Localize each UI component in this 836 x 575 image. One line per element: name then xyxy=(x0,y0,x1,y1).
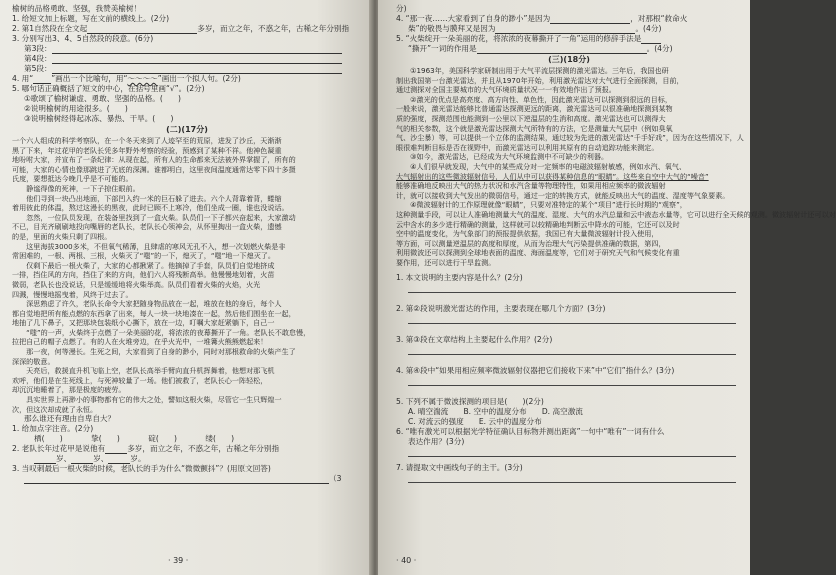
passage-line: 气、沙尘暴）等，可以提供一个立体的监测结果，通过较为先进的激光雷达“千手好戏”，因为在这些情况下，人 xyxy=(396,133,744,143)
question-3: 3. 分别写出3、4、5自然段的段意。(6分) xyxy=(12,34,154,43)
passage-2 xyxy=(12,136,362,414)
passage-line: 拉把自己的帽子点燃了。有的人在火堆旁边，在乎火光中，一堆篝火熊熊燃起来！ xyxy=(12,337,268,347)
question-2-2: 2. 老队长年过花甲是说他有 多岁，而立之年，不惑之年，古稀之年分别指 xyxy=(12,444,280,454)
question-3-7: 7. 请提取文中画线句子的主干。(3分) xyxy=(396,463,523,473)
passage-line: 不已，目光齐刷刷地投向嘴唇的老队长，老队长心领神会，从怀里掏出一盒火柴，遗憾 xyxy=(12,222,282,232)
passage-line: 欢呼，他们是在生死线上，与死神较量了一场。他们被救了，老队长心一阵轻松， xyxy=(12,375,268,385)
passage-line: 计，就可以接收到大气发出的微弱信号，通过一定的转换方式，就能反映出大气的温度、湿度等气象要素。 xyxy=(396,190,730,200)
question-4: 4. 用“ ”画出一个比喻句，用“～～～～”画出一个拟人句。(2分) xyxy=(12,74,241,83)
passage-line: 着用彼此的体温，熬过这漫长的黑夜，此时已顾不上寒冷，他们坐成一圈，谁也没说话。 xyxy=(12,203,289,213)
answer-line xyxy=(408,345,736,355)
section-2-heading: (二)(17分) xyxy=(166,125,208,134)
passage-line: 四溅，慢慢地摇曳着，风终于过去了。 xyxy=(12,289,133,299)
passage-line: 黑了下来，年过花甲的老队长凭多年野外考察的经验，预感到了某种不祥。他神色凝重 xyxy=(12,145,282,155)
options-row-1: A. 晴空湍流 B. 空中的温度分布 D. 高空激流 xyxy=(408,407,583,417)
closing-line: 榆树的品格勇敢、坚强，我赞美榆树！ xyxy=(12,4,142,13)
passage-line: 气的相关参数，这个就是激光雷达探测大气所特有的方法，它是测量大气层中（例如臭氧 xyxy=(396,123,673,133)
passage-line: 地吩咐大家，并宣布了一条纪律：从现在起，所有人的生命都来无法被外界掌握了，所有的 xyxy=(12,155,296,165)
passage-line: 氏度，要想抵达今晚几乎是不可能的。 xyxy=(12,174,133,184)
question-5: 5. 哪句话正确概括了短文的中心，在括号里画“√”。(2分) xyxy=(12,84,205,93)
question-2-5: 5. “火柴绽开一朵美丽的花，将浓浓的夜幕撕开了一角”运用的修辞手法是 xyxy=(396,34,742,44)
left-column xyxy=(12,0,362,484)
passage-line: 却沉沉地睡着了，那是极度的疲劳。 xyxy=(12,385,126,395)
passage-line: 他们寻到一块凸出地面，下部凹入约一米的巨石躲了进去。六个人背靠着背，蜷缩 xyxy=(12,193,282,203)
question-2-5-cont: “撕开”一词的作用是 。(4分) xyxy=(408,44,673,53)
passage-line: 这里海拔3000多米，不但氧气稀薄，且肆虐的寒风无孔不入，想一次划燃火柴是非 xyxy=(12,241,286,251)
answer-line-p5: 第5段： xyxy=(12,64,362,74)
passage-line: ④人们很早就发现，大气中的某些成分对一定频率的电磁波辐射敏感，例如水汽、氧气、 xyxy=(396,161,687,171)
passage-line: 要作用，还可以进行干旱监测。 xyxy=(396,257,496,267)
passage-line: 常困难的，一根、两根、三根，火柴灭了“嗤”的一下，熄灭了，“嗤”地一下熄灭了。 xyxy=(12,251,275,261)
question-2-4-cont: 柴”的敬畏与膜拜又是因为 。(4分) xyxy=(408,24,662,33)
passage-line: ②激光的优点是高亮度、高方向性、单色性，因此激光雷达可以探测到很远的目标， xyxy=(396,94,672,104)
left-page xyxy=(0,0,372,575)
question-2-3: 3. 当叹刺最后一根火柴的时候，老队长的手为什么“微微颤抖”？(用原文回答) xyxy=(12,464,271,474)
page-number-right: · 40 · xyxy=(396,556,417,565)
question-3-6-cont: 表达作用？(3分) xyxy=(408,437,465,447)
passage-line: 都自觉地把所有能点燃的东西拿了出来，每人一块一块地凑在一起，然后他们围坐在一起， xyxy=(12,308,296,318)
passage-line: 能够准确地反映出大气的热力状况和水汽含量等物理特性，如果用相应频率的微波辐射 xyxy=(396,181,666,191)
question-3-5: 5. 下列不属于微波探测的项目是( )(2分) xyxy=(396,397,544,407)
passage-line: 次，但这次却成就了永恒。 xyxy=(12,404,98,414)
age-answers: 岁、 岁、 岁。 xyxy=(12,454,362,464)
passage-line: 具实世界上再渺小的事物都有它的伟大之处，譬如这根火柴，尽管它一生只辉煌一 xyxy=(12,395,282,405)
passage-line: 空中的温度变化，为气象部门的预报提供依据，我国已有大量微波辐射计投入使用， xyxy=(396,229,659,239)
passage-line: 那一夜，何等漫长。生死之间，大家看到了自身的渺小，同时对那根救命的火柴产生了 xyxy=(12,347,296,357)
passage-line: 云中含水的多少进行精确的测量，这样就可以较精确地判断云中降水的可能，它还可以及时 xyxy=(396,219,680,229)
question-3-6: 6. “唯有激光可以根据光学特征确认目标物并测出距离”一句中“唯有”一词有什么 xyxy=(396,427,665,437)
passage-line: ①1963年，美国科学家研制出用于大气平流层探测的激光雷达。三年后，我国也研 xyxy=(396,66,669,75)
passage-line: 质的强度，探测范围也能测到一公里以下逆温层的生消和高度。激光雷达也可以测得大 xyxy=(396,113,666,123)
passage-line: 一般来说，激光雷达能够比普通雷达探测更远的距离，激光雷达可以很准确地探测到某物 xyxy=(396,104,673,114)
answer-line xyxy=(408,473,736,483)
right-column xyxy=(396,0,836,483)
answer-line xyxy=(408,376,736,386)
passage-line: 等方面，可以测量逆温层的高度和厚度，从而为治理大气污染提供准确的数据，第四， xyxy=(396,238,666,248)
right-page xyxy=(378,0,836,575)
passage-line: 的是，里面的火柴只剩了四根。 xyxy=(12,231,112,241)
passage-line: 深思熟虑了许久，老队长命令大家把随身物品放在一起，堆放在他的身后，每个人 xyxy=(12,299,282,309)
moral-line: 那么谁还有理由自卑自大？ xyxy=(24,414,116,424)
underlined-sentence: 大气辐射出的这些微波辐射信号，人们从中可以获得某种信息的“眼睛”。这些来自空中大气的“噪音” xyxy=(396,171,709,181)
passage-line: 一个六人组成的科学考察队，在一个冬天来到了人迹罕至的荒原，进发了沙丘，天渐渐 xyxy=(12,136,282,145)
pinyin-row: 栖( ) 挚( ) 碇( ) 缕( ) xyxy=(34,434,235,444)
carryover-score: 分) xyxy=(396,4,407,13)
passage-line: 静谧得像的死神，一下子掠住眼前。 xyxy=(12,183,140,193)
question-3-1: 1. 本文说明的主要内容是什么？(2分) xyxy=(396,273,523,283)
passage-line: 这种测量手段，可以让人准确地测量大气的温度、湿度、大气的水汽总量和云中液态水量等，它可以进行全天候的观测。微波辐射计还可以对 xyxy=(396,209,836,219)
answer-line-p3: 第3段： xyxy=(12,44,362,54)
page-number-left: · 39 · xyxy=(168,556,189,565)
passage-line: 利用微波还可以探测到全球地表面的温度、海面温度等，它们对于研究天气和气候变化有重 xyxy=(396,248,680,258)
question-2-1: 1. 给加点字注音。(2分) xyxy=(12,424,94,434)
choice-2: ②说明榆树的用途很多。( ) xyxy=(24,104,128,113)
passage-3 xyxy=(396,66,836,267)
answer-line xyxy=(408,283,736,293)
answer-line xyxy=(408,314,736,324)
passage-line: 眼很难判断目标是否在视野中，而激光雷达可以利用其原有的自动追踪功能来测定。 xyxy=(396,142,659,152)
question-2: 2. 第1自然段在全文起 多岁，而立之年，不惑之年，古稀之年分别指 xyxy=(12,24,350,33)
passage-line: 可能，大家的心情也像那跳进了无底的深渊。谁都明白，这里夜间温度通常达零下四十多摄 xyxy=(12,164,296,174)
question-3-3: 3. 第③段在文章结构上主要起什么作用？(2分) xyxy=(396,335,553,345)
passage-line: 地抽了几下鼻子，又把那块包装纸小心撕下，放在一边，叮嘱大家赶紧躺下，自己一 xyxy=(12,318,275,328)
question-3-2: 2. 第②段说明激光雷达的作用，主要表现在哪几个方面？(3分) xyxy=(396,304,606,314)
section-3-heading: (三)(18分) xyxy=(548,55,590,64)
passage-line: ④微波辐射计的工作原理就像“眼睛”，只要对准特定的某个“项目”进行长时期的“观察”， xyxy=(396,200,687,210)
choice-3: ③说明榆树经得起冰冻、暴热、干旱。( ) xyxy=(24,114,174,123)
passage-line: ③如今，激光雷达，已经成为大气环境监测中不可缺少的利器。 xyxy=(396,152,609,162)
answer-line xyxy=(408,447,736,457)
question-1: 1. 给短文加上标题，写在文前的横线上。(2分) xyxy=(12,14,170,23)
question-2-4: 4. “那一夜……大家看到了自身的渺小”是因为 ，对那根“救命火 xyxy=(396,14,688,23)
passage-line: 制出我国第一台激光雷达，并且从1970年开始，利用激光雷达对大气进行全面探测，目前， xyxy=(396,75,684,85)
options-row-2: C. 对流云的强度 E. 云中的温度分布 xyxy=(408,417,542,427)
passage-line: 微弱，老队长也没说话，只是缓缓地将火柴举高。队员们看着火柴的火焰，火光 xyxy=(12,279,261,289)
answer-line-q3: （3 xyxy=(12,474,362,484)
passage-line: 一排，挡住风的方向，挡住了来的方向，他们六人将残断高举。他慢慢地划着，火苗 xyxy=(12,270,275,280)
passage-line: 忽然，一位队员发现，在装备里找到了一盒火柴。队员们一下子都兴奋起来，大家激动 xyxy=(12,212,296,222)
passage-line: 深深的敬意。 xyxy=(12,356,55,366)
question-3-4: 4. 第④段中“如果用相应频率微波辐射仪器把它们接收下来”中“它们”指什么？(3分) xyxy=(396,366,675,376)
passage-line: 天亮后，救援直升机飞临上空，老队长高举手臂向直升机挥舞着，他想对那飞机 xyxy=(12,366,275,376)
passage-line: “嗤”的一声，火柴终于点燃了一朵美丽的花，将浓浓的夜幕撕开了一角。老队长不敢怠慢， xyxy=(12,327,311,337)
choice-1: ①歌颂了榆树谦虚、勇敢、坚强的品格。( ) xyxy=(24,94,182,103)
passage-line: 通过测探对全国主要城市的大气环境质量状况一一有效地作出了预报。 xyxy=(396,85,616,95)
passage-line: 仅剩下最后一根火柴了，大家的心都揪紧了。他摘掉了手套，队员们自觉地挤成 xyxy=(12,260,275,270)
answer-line-p4: 第4段： xyxy=(12,54,362,64)
